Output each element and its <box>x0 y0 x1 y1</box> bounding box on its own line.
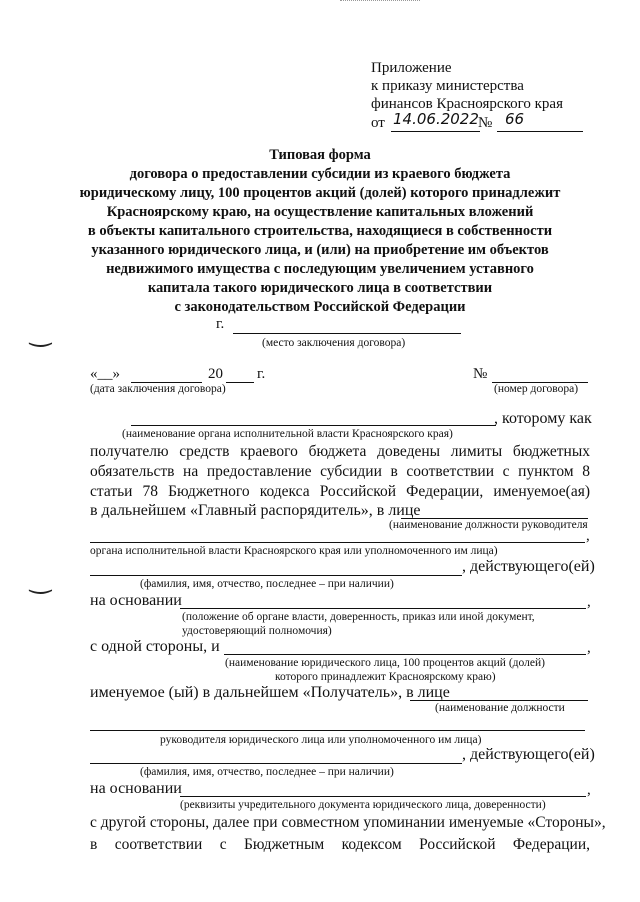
margin-mark: ‿ <box>30 565 51 594</box>
appendix-number-line <box>497 131 583 132</box>
title-line9: с законодательством Российской Федерации <box>174 299 466 315</box>
appendix-line2: к приказу министерства <box>371 78 524 94</box>
appendix-number-sign: № <box>478 115 493 131</box>
title-line4: Красноярскому краю, на осуществление капитальных вложений <box>106 204 534 220</box>
paragraph2-line2: в соответствии с Бюджетным кодексом Российской Федерации, <box>90 836 590 853</box>
appendix-date-line <box>391 131 480 132</box>
authority-line-2 <box>90 542 585 543</box>
recipient-head-caption: руководителя юридического лица или уполномоченного им лица) <box>160 734 482 746</box>
recipient-name-line <box>224 654 586 655</box>
basis-line-2 <box>180 796 586 797</box>
recipient-head-line <box>90 730 585 731</box>
recipient-caption-a: (наименование юридического лица, 100 процентов акций (долей) <box>225 657 545 669</box>
fullname-caption-2: (фамилия, имя, отчество, последнее – при наличии) <box>140 766 394 778</box>
document-title <box>60 146 580 317</box>
appendix-from: от <box>371 115 385 131</box>
title-line7: недвижимого имущества с последующим увеличением уставного <box>106 261 534 277</box>
date-caption: (дата заключения договора) <box>90 383 226 395</box>
named-recipient-text: именуемое (ый) в дальнейшем «Получатель», в лице <box>90 684 450 701</box>
paragraph1-line4: в дальнейшем «Главный распорядитель», в лице <box>90 502 421 519</box>
paragraph1-line1: получателю средств краевого бюджета доведены лимиты бюджетных <box>90 443 590 460</box>
title-line3: юридическому лицу, 100 процентов акций (долей) которого принадлежит <box>79 185 561 201</box>
acting-text-1: , действующего(ей) <box>462 558 595 575</box>
date-open-quote: «__» <box>90 366 120 382</box>
basis-caption-1b: удостоверяющий полномочия) <box>182 625 332 637</box>
scan-artifact <box>340 0 420 4</box>
place-caption: (место заключения договора) <box>262 337 406 349</box>
basis-label-2: на основании <box>90 780 182 797</box>
comma-4: , <box>587 782 591 798</box>
date-year-line <box>226 382 254 383</box>
authority-caption: (наименование органа исполнительной власти Красноярского края) <box>122 428 453 440</box>
margin-mark: ‿ <box>30 318 51 347</box>
authority-name-line <box>131 425 496 426</box>
basis-caption-2: (реквизиты учредительного документа юридического лица, доверенности) <box>180 799 546 811</box>
number-caption: (номер договора) <box>494 383 579 395</box>
basis-caption-1a: (положение об органе власти, доверенность, приказ или иной документ, <box>182 611 535 623</box>
appendix-date-handwritten: 14.06.2022 <box>393 110 479 128</box>
fullname-caption-1: (фамилия, имя, отчество, последнее – при наличии) <box>140 578 394 590</box>
date-year: 20 <box>208 366 223 382</box>
date-year-suffix: г. <box>257 366 266 382</box>
appendix-number-handwritten: 66 <box>505 110 525 128</box>
place-prefix: г. <box>216 316 225 332</box>
recipient-position-caption: (наименование должности <box>435 702 565 714</box>
contract-number-sign: № <box>473 366 488 382</box>
comma-2: , <box>587 594 591 610</box>
whom-as-text: , которому как <box>494 410 592 427</box>
paragraph1-line3: статьи 78 Бюджетного кодекса Российской Федерации, именуемое(ая) <box>90 483 590 500</box>
title-line1: Типовая форма <box>269 147 371 163</box>
one-side-text: с одной стороны, и <box>90 638 220 655</box>
basis-label-1: на основании <box>90 592 182 609</box>
recipient-position-line <box>410 700 588 701</box>
head-fullname-line <box>90 575 462 576</box>
comma-1: , <box>586 528 590 544</box>
paragraph2-line1: с другой стороны, далее при совместном упоминании именуемые «Стороны», <box>90 814 606 831</box>
recipient-fullname-line <box>90 763 462 764</box>
title-line5: в объекты капитального строительства, находящиеся в собственности <box>87 223 553 239</box>
authority-head-caption: органа исполнительной власти Красноярского края или уполномоченного им лица) <box>90 545 498 557</box>
title-line8: капитала такого юридического лица в соответствии <box>147 280 493 296</box>
title-line6: указанного юридического лица, и (или) на приобретение им объектов <box>91 242 549 258</box>
title-line2: договора о предоставлении субсидии из краевого бюджета <box>129 166 511 182</box>
appendix-line1: Приложение <box>371 60 452 76</box>
basis-line-1 <box>180 608 586 609</box>
place-line <box>233 333 461 334</box>
paragraph1-line2: обязательств на предоставление субсидии в соответствии с пунктом 8 <box>90 463 590 480</box>
comma-3: , <box>587 640 591 656</box>
acting-text-2: , действующего(ей) <box>462 746 595 763</box>
appendix-line3: финансов Красноярского края <box>371 96 563 112</box>
head-position-caption: (наименование должности руководителя <box>389 519 588 531</box>
recipient-caption-b: которого принадлежит Красноярскому краю) <box>275 671 496 683</box>
